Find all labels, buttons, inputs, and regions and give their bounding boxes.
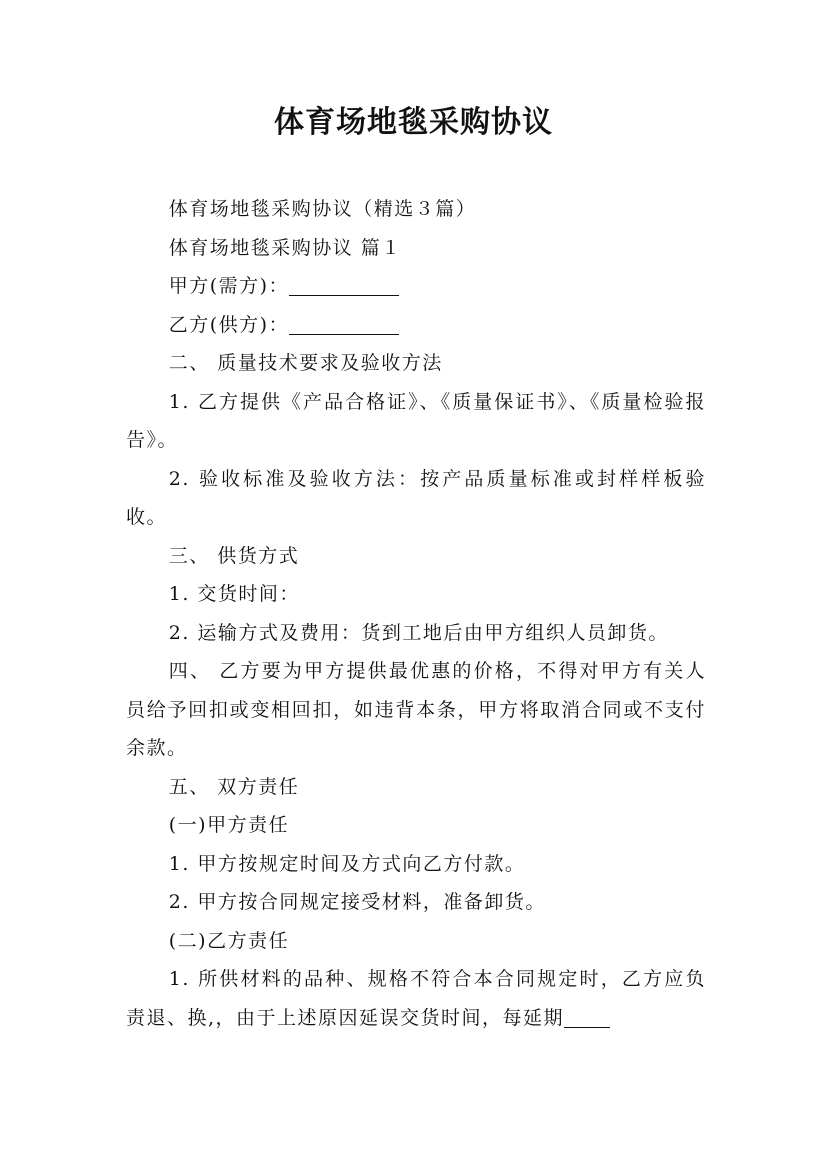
document-title: 体育场地毯采购协议 [274,105,553,140]
clause-party-a-2: 2. 甲方按合同规定接受材料，准备卸货。 [168,891,546,913]
paragraph-party-a [126,267,706,306]
section-heading-responsibilities: 五、 双方责任 [168,775,300,798]
clause-quality-2: 2. 验收标准及验收方法：按产品质量标准或封样样板验收。 [126,467,706,528]
party-b-blank-line [289,312,399,335]
clause-supply-2: 2. 运输方式及费用：货到工地后由甲方组织人员卸货。 [168,621,669,644]
document-body [126,190,706,1037]
clause-quality-1: 1. 乙方提供《产品合格证》、《质量保证书》、《质量检验报告》。 [126,390,706,451]
section-heading-supply: 三、 供货方式 [168,544,300,567]
party-a-blank-line [289,273,399,296]
section-clause-pricing: 四、 乙方要为甲方提供最优惠的价格，不得对甲方有关人员给予回扣或变相回扣，如违背本条，甲方将取消合同或不支付余款。 [126,660,706,759]
clause-party-b-1 [126,960,706,1037]
subheading-party-b-responsibility: (二)乙方责任 [168,929,290,952]
clause-party-b-1-text: 1. 所供材料的品种、规格不符合本合同规定时，乙方应负责退、换,，由于上述原因延误交货时间，每延期 [126,968,706,1029]
section-heading-quality: 二、 质量技术要求及验收方法 [168,352,443,374]
clause-supply-1: 1. 交货时间： [168,583,300,605]
paragraph-party-b [126,306,706,345]
clause-party-a-1: 1. 甲方按规定时间及方式向乙方付款。 [168,852,526,875]
party-b-label: 乙方(供方)： [168,313,290,336]
subheading-party-a-responsibility: (一)甲方责任 [168,814,290,836]
paragraph-subtitle: 体育场地毯采购协议（精选３篇） [168,198,477,220]
party-a-label: 甲方(需方)： [168,275,290,297]
paragraph-chapter-heading: 体育场地毯采购协议 篇１ [168,236,402,259]
delay-period-blank-line [564,1005,610,1028]
